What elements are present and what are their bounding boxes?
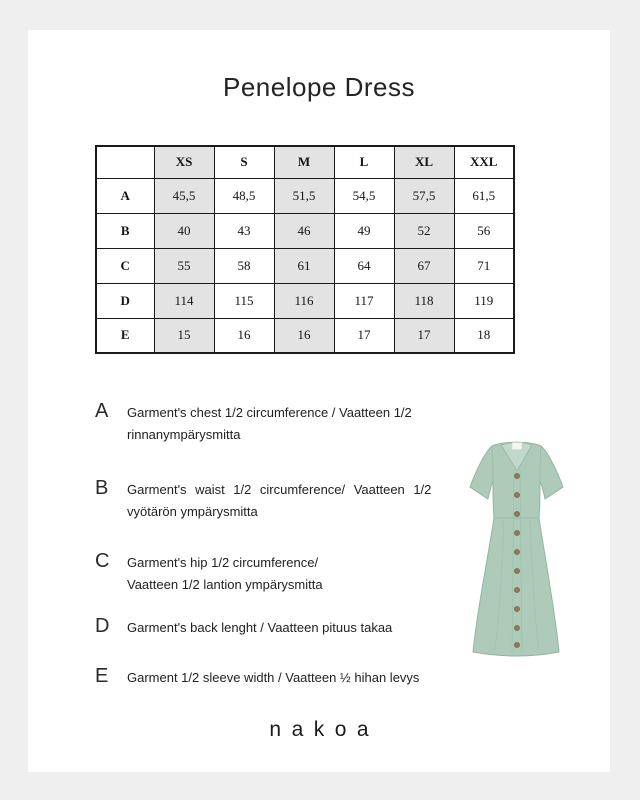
row-label-c: C [96,248,154,283]
size-value-cell: 46 [274,213,334,248]
size-chart-body [96,178,514,353]
size-value-cell: 49 [334,213,394,248]
size-value-cell: 52 [394,213,454,248]
size-value-cell: 61,5 [454,178,514,213]
header-row [96,146,514,178]
row-label-d: D [96,283,154,318]
legend-letter: D [95,615,110,637]
dress-illustration [462,440,572,660]
size-value-cell: 117 [334,283,394,318]
legend-item-a [95,400,435,446]
legend-item-d [95,615,435,639]
legend-item-b [95,477,435,523]
size-value-cell: 45,5 [154,178,214,213]
size-value-cell: 114 [154,283,214,318]
size-value-cell: 40 [154,213,214,248]
measurement-legend [28,30,610,772]
size-value-cell: 116 [274,283,334,318]
size-guide-card [28,30,610,772]
size-value-cell: 43 [214,213,274,248]
size-value-cell: 119 [454,283,514,318]
page-title: Penelope Dress [223,72,415,102]
col-header-l: L [334,146,394,178]
size-value-cell: 64 [334,248,394,283]
size-value-cell: 48,5 [214,178,274,213]
size-value-cell: 18 [454,318,514,353]
size-value-cell: 17 [394,318,454,353]
col-header-xs: XS [154,146,214,178]
size-value-cell: 55 [154,248,214,283]
size-value-cell: 61 [274,248,334,283]
row-label-e: E [96,318,154,353]
table-row-e [96,318,514,353]
size-value-cell: 54,5 [334,178,394,213]
legend-item-c [95,550,435,596]
legend-description: Garment's chest 1/2 circumference / Vaatteen 1/2 rinnanympärysmitta [127,405,412,442]
legend-letter: B [95,477,109,499]
legend-letter: E [95,665,109,687]
row-label-b: B [96,213,154,248]
col-header-m: M [274,146,334,178]
table-row-a [96,178,514,213]
table-row-c [96,248,514,283]
size-value-cell: 118 [394,283,454,318]
corner-cell [96,146,154,178]
size-value-cell: 71 [454,248,514,283]
legend-item-e [95,665,435,689]
size-value-cell: 56 [454,213,514,248]
legend-description: Garment's hip 1/2 circumference/ Vaatteen 1/2 lantion ympärysmitta [127,555,323,592]
size-value-cell: 51,5 [274,178,334,213]
size-value-cell: 17 [334,318,394,353]
legend-description: Garment's back lenght / Vaatteen pituus takaa [127,620,393,635]
size-value-cell: 67 [394,248,454,283]
size-chart-table [95,145,515,354]
col-header-xxl: XXL [454,146,514,178]
brand-logo: nakoa [269,718,380,741]
size-value-cell: 57,5 [394,178,454,213]
col-header-xl: XL [394,146,454,178]
table-row-b [96,213,514,248]
table-row-d [96,283,514,318]
legend-letter: A [95,400,109,422]
legend-description: Garment 1/2 sleeve width / Vaatteen ½ hihan levys [127,670,420,685]
row-label-a: A [96,178,154,213]
legend-description: Garment's waist 1/2 circumference/ Vaatteen 1/2 vyötärön ympärysmitta [127,482,432,519]
size-value-cell: 16 [274,318,334,353]
size-value-cell: 58 [214,248,274,283]
size-value-cell: 115 [214,283,274,318]
size-chart-head [96,146,514,178]
dress-photo [462,440,572,660]
size-value-cell: 16 [214,318,274,353]
legend-letter: C [95,550,110,572]
size-value-cell: 15 [154,318,214,353]
col-header-s: S [214,146,274,178]
